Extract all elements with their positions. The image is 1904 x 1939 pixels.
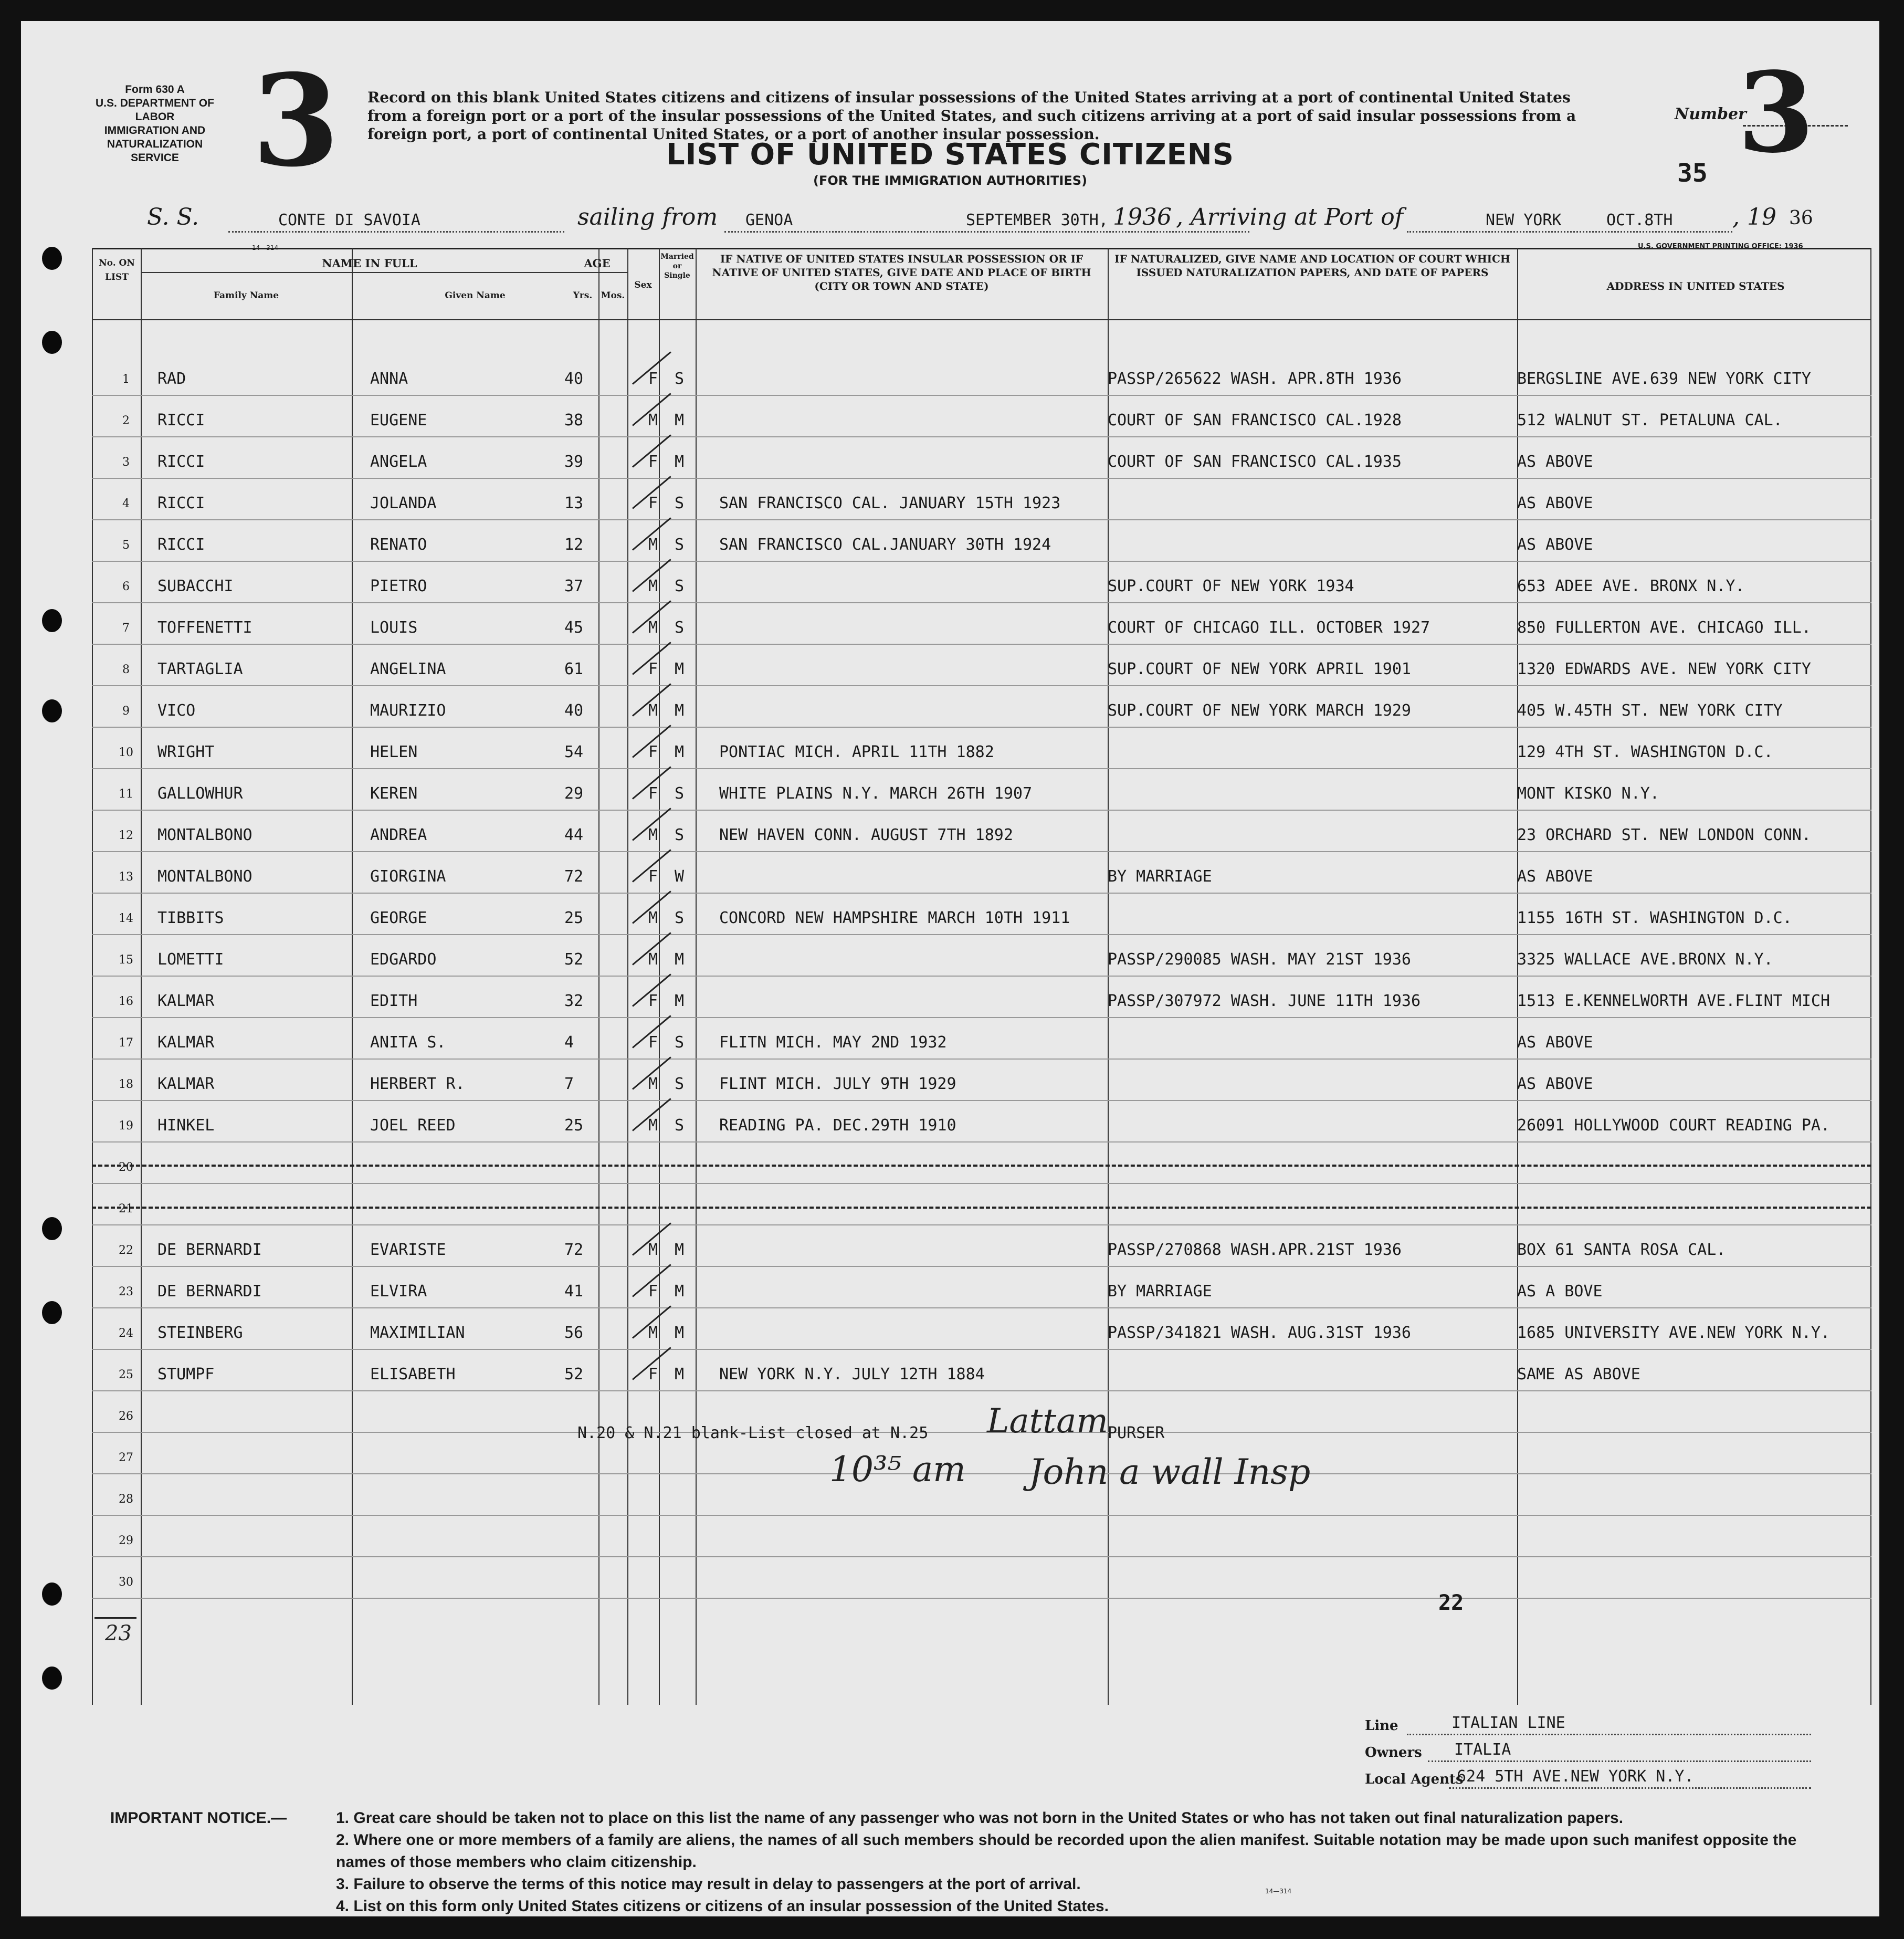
cell-age: 38 — [564, 411, 584, 429]
cell-family-name: RICCI — [157, 536, 205, 554]
cell-family-name: RAD — [157, 370, 186, 388]
row-rule — [92, 1224, 1871, 1225]
cell-given-name: JOLANDA — [370, 494, 437, 512]
cell-address: 26091 HOLLYWOOD COURT READING PA. — [1517, 1116, 1831, 1135]
cell-family-name: RICCI — [157, 453, 205, 471]
cell-naturalized: COURT OF CHICAGO ILL. OCTOBER 1927 — [1108, 619, 1430, 637]
col-header-mos: Mos. — [601, 290, 625, 301]
purser-signature: Lattam — [987, 1402, 1108, 1441]
cell-given-name: LOUIS — [370, 619, 418, 637]
punch-hole — [42, 1582, 62, 1606]
row-rule — [92, 1141, 1871, 1143]
cell-marital: M — [675, 453, 685, 471]
cell-marital: S — [675, 370, 685, 388]
cell-age: 37 — [564, 577, 584, 595]
cell-naturalized: SUP.COURT OF NEW YORK MARCH 1929 — [1108, 701, 1411, 720]
total-written: 23 — [105, 1621, 132, 1645]
cell-birth: NEW YORK N.Y. JULY 12TH 1884 — [719, 1365, 985, 1383]
row-number: 16 — [119, 995, 133, 1008]
row-rule — [92, 1556, 1871, 1557]
cell-family-name: RICCI — [157, 494, 205, 512]
cell-family-name: STUMPF — [157, 1365, 215, 1383]
row-rule — [92, 1515, 1871, 1516]
cell-family-name: DE BERNARDI — [157, 1282, 262, 1301]
cell-sex: M — [648, 1075, 658, 1093]
cell-given-name: ANGELINA — [370, 660, 446, 678]
cell-naturalized: PASSP/270868 WASH.APR.21ST 1936 — [1108, 1241, 1402, 1259]
cell-family-name: KALMAR — [157, 1033, 215, 1052]
cell-birth: NEW HAVEN CONN. AUGUST 7TH 1892 — [719, 826, 1013, 844]
row-rule — [92, 1598, 1871, 1599]
cell-marital: M — [675, 1282, 685, 1301]
cell-family-name: TIBBITS — [157, 909, 224, 927]
sheet-number-right: 3 — [1738, 48, 1815, 177]
cell-address: 1155 16TH ST. WASHINGTON D.C. — [1517, 909, 1792, 927]
cell-birth: FLITN MICH. MAY 2ND 1932 — [719, 1033, 947, 1052]
cell-sex: F — [648, 867, 658, 886]
gpo-note: U.S. GOVERNMENT PRINTING OFFICE: 1936 — [1638, 243, 1803, 250]
cell-age: 52 — [564, 1365, 584, 1383]
cell-naturalized: BY MARRIAGE — [1108, 1282, 1212, 1301]
cell-given-name: MAURIZIO — [370, 701, 446, 720]
row-rule — [92, 436, 1871, 437]
cell-address: BOX 61 SANTA ROSA CAL. — [1517, 1241, 1726, 1259]
arrival-dotline — [1407, 231, 1732, 233]
cell-age: 39 — [564, 453, 584, 471]
row-rule — [92, 561, 1871, 562]
cell-address: 3325 WALLACE AVE.BRONX N.Y. — [1517, 950, 1773, 969]
cell-given-name: EUGENE — [370, 411, 427, 429]
cell-sex: M — [648, 909, 658, 927]
row-number: 30 — [119, 1576, 133, 1589]
page-subtitle: (FOR THE IMMIGRATION AUTHORITIES) — [813, 173, 1087, 188]
col-header-family: Family Name — [213, 290, 279, 301]
from-port: GENOA — [745, 211, 793, 229]
cell-family-name: DE BERNARDI — [157, 1241, 262, 1259]
cell-naturalized: SUP.COURT OF NEW YORK 1934 — [1108, 577, 1354, 595]
form-line: IMMIGRATION AND — [104, 124, 206, 137]
punch-hole — [42, 1667, 62, 1690]
cell-birth: READING PA. DEC.29TH 1910 — [719, 1116, 956, 1135]
row-rule — [92, 519, 1871, 520]
sheet-number-left: 3 — [252, 47, 340, 195]
cell-age: 72 — [564, 867, 584, 886]
arrival-port: NEW YORK — [1486, 211, 1562, 229]
cell-sex: F — [648, 1033, 658, 1052]
ss-label: S. S. — [147, 204, 199, 230]
cell-age: 12 — [564, 536, 584, 554]
punch-hole — [42, 331, 62, 354]
row-number: 3 — [122, 456, 130, 469]
cell-birth: FLINT MICH. JULY 9TH 1929 — [719, 1075, 956, 1093]
col-header-yrs: Yrs. — [573, 290, 593, 301]
cell-marital: S — [675, 494, 685, 512]
row-number: 6 — [122, 580, 130, 593]
form-line: U.S. DEPARTMENT OF LABOR — [96, 97, 214, 123]
cell-given-name: GEORGE — [370, 909, 427, 927]
cell-age: 61 — [564, 660, 584, 678]
cell-address: AS ABOVE — [1517, 1075, 1593, 1093]
cell-sex: F — [648, 784, 658, 803]
cell-age: 54 — [564, 743, 584, 761]
cell-family-name: KALMAR — [157, 992, 215, 1010]
cell-sex: M — [648, 950, 658, 969]
cell-address: 512 WALNUT ST. PETALUNA CAL. — [1517, 411, 1783, 429]
cell-age: 44 — [564, 826, 584, 844]
cell-age: 52 — [564, 950, 584, 969]
cell-birth: SAN FRANCISCO CAL. JANUARY 15TH 1923 — [719, 494, 1061, 512]
cell-marital: M — [675, 950, 685, 969]
closing-note: N.20 & N.21 blank-List closed at N.25 — [577, 1424, 929, 1442]
cell-family-name: TOFFENETTI — [157, 619, 253, 637]
col-header-naturalized: IF NATURALIZED, GIVE NAME AND LOCATION OF COURT WHICH ISSUED NATURALIZATION PAPERS, AND DATE OF PAPERS — [1114, 253, 1510, 279]
cell-address: AS ABOVE — [1517, 453, 1593, 471]
row-number: 28 — [119, 1493, 133, 1506]
cell-address: MONT KISKO N.Y. — [1517, 784, 1659, 803]
row-rule — [92, 851, 1871, 852]
row-number: 15 — [119, 953, 133, 967]
owners-dotline — [1428, 1760, 1811, 1762]
from-dotline — [724, 231, 1249, 233]
depart-year: 1936 — [1113, 204, 1172, 230]
cell-naturalized: SUP.COURT OF NEW YORK APRIL 1901 — [1108, 660, 1411, 678]
inspector-signature: John a wall Insp — [1029, 1452, 1311, 1492]
row-rule — [92, 1183, 1871, 1184]
number-label: Number — [1675, 105, 1747, 123]
cell-address: SAME AS ABOVE — [1517, 1365, 1640, 1383]
intro-text: Record on this blank United States citizens and citizens of insular possessions of the United States arriving at a port of continental United States from a foreign port or a port of the insular possessions of the United States, and such citizens arriving at a port of said insular possessions from a foreign port, a port of continental United States, or a port of another insular possession. — [367, 89, 1576, 143]
row-number: 29 — [119, 1534, 133, 1547]
cell-given-name: EDITH — [370, 992, 418, 1010]
cell-age: 25 — [564, 1116, 584, 1135]
cell-address: 129 4TH ST. WASHINGTON D.C. — [1517, 743, 1773, 761]
cell-naturalized: PASSP/341821 WASH. AUG.31ST 1936 — [1108, 1324, 1411, 1342]
form-code-bottom: 14—314 — [1265, 1888, 1292, 1895]
row-rule — [92, 478, 1871, 479]
row-number: 11 — [119, 788, 133, 801]
cell-naturalized: PASSP/265622 WASH. APR.8TH 1936 — [1108, 370, 1402, 388]
cell-sex: M — [648, 536, 658, 554]
page-stamp: 22 — [1438, 1591, 1464, 1615]
notice-item-4: 4. List on this form only United States citizens or citizens of an insular possession of the United States. — [336, 1898, 1109, 1915]
stamp-number: 35 — [1677, 159, 1708, 188]
cell-marital: M — [675, 660, 685, 678]
year-prefix: , 19 — [1732, 204, 1776, 230]
cell-sex: M — [648, 619, 658, 637]
row-number: 17 — [119, 1036, 133, 1050]
row-rule — [92, 934, 1871, 935]
row-number: 8 — [122, 663, 130, 676]
row-rule — [92, 810, 1871, 811]
blank-row-strike — [92, 1165, 1871, 1167]
cell-age: 7 — [564, 1075, 574, 1093]
form-line: NATURALIZATION SERVICE — [107, 138, 203, 164]
cell-sex: F — [648, 660, 658, 678]
cell-marital: S — [675, 909, 685, 927]
passenger-table — [92, 248, 1871, 1706]
cell-given-name: GIORGINA — [370, 867, 446, 886]
cell-marital: M — [675, 743, 685, 761]
cell-given-name: PIETRO — [370, 577, 427, 595]
cell-given-name: KEREN — [370, 784, 418, 803]
cell-address: AS ABOVE — [1517, 1033, 1593, 1052]
cell-family-name: GALLOWHUR — [157, 784, 243, 803]
cell-marital: S — [675, 1075, 685, 1093]
cell-address: AS ABOVE — [1517, 867, 1593, 886]
form-code-small: 14—314 — [252, 244, 279, 251]
cell-family-name: MONTALBONO — [157, 867, 253, 886]
cell-family-name: TARTAGLIA — [157, 660, 243, 678]
row-number: 18 — [119, 1078, 133, 1091]
cell-age: 41 — [564, 1282, 584, 1301]
cell-sex: M — [648, 701, 658, 720]
cell-marital: M — [675, 411, 685, 429]
cell-address: BERGSLINE AVE.639 NEW YORK CITY — [1517, 370, 1811, 388]
form-line: Form 630 A — [125, 83, 185, 96]
agents-value: 624 5TH AVE.NEW YORK N.Y. — [1457, 1767, 1694, 1786]
row-rule — [92, 727, 1871, 728]
cell-address: 405 W.45TH ST. NEW YORK CITY — [1517, 701, 1783, 720]
cell-sex: F — [648, 1365, 658, 1383]
agents-label: Local Agents — [1365, 1772, 1464, 1787]
important-notice — [110, 1807, 1843, 1917]
cell-sex: F — [648, 992, 658, 1010]
row-rule — [92, 768, 1871, 769]
notice-heading: IMPORTANT NOTICE.— — [110, 1809, 287, 1827]
purser-label: PURSER — [1108, 1424, 1165, 1442]
name-group-rule — [141, 272, 598, 273]
row-number: 9 — [122, 705, 130, 718]
cell-marital: S — [675, 826, 685, 844]
row-number: 27 — [119, 1451, 133, 1464]
row-number: 12 — [119, 829, 133, 842]
cell-sex: M — [648, 1116, 658, 1135]
punch-hole — [42, 247, 62, 270]
cell-age: 45 — [564, 619, 584, 637]
ship-name: CONTE DI SAVOIA — [278, 211, 420, 229]
row-rule — [92, 644, 1871, 645]
row-rule — [92, 1100, 1871, 1101]
cell-sex: F — [648, 453, 658, 471]
agents-dotline — [1449, 1787, 1811, 1789]
cell-age: 72 — [564, 1241, 584, 1259]
cell-marital: M — [675, 1324, 685, 1342]
cell-naturalized: COURT OF SAN FRANCISCO CAL.1935 — [1108, 453, 1402, 471]
row-number: 13 — [119, 871, 133, 884]
row-rule — [92, 1307, 1871, 1308]
cell-given-name: HERBERT R. — [370, 1075, 465, 1093]
arrival-date: OCT.8TH — [1606, 211, 1673, 229]
cell-given-name: ANITA S. — [370, 1033, 446, 1052]
row-number: 4 — [122, 497, 130, 510]
cell-given-name: ELISABETH — [370, 1365, 456, 1383]
cell-birth: PONTIAC MICH. APRIL 11TH 1882 — [719, 743, 994, 761]
row-rule — [92, 685, 1871, 686]
line-label: Line — [1365, 1718, 1398, 1734]
cell-family-name: MONTALBONO — [157, 826, 253, 844]
ship-dotline — [228, 231, 564, 233]
cell-sex: M — [648, 577, 658, 595]
cell-given-name: ANNA — [370, 370, 408, 388]
notice-item-1: 1. Great care should be taken not to place on this list the name of any passenger who was not born in the United States or who has not taken out final naturalization papers. — [336, 1809, 1624, 1827]
col-header-age: AGE — [584, 257, 611, 270]
cell-naturalized: PASSP/290085 WASH. MAY 21ST 1936 — [1108, 950, 1411, 969]
notice-item-3: 3. Failure to observe the terms of this notice may result in delay to passengers at the port of arrival. — [336, 1875, 1081, 1893]
cell-naturalized: PASSP/307972 WASH. JUNE 11TH 1936 — [1108, 992, 1421, 1010]
cell-family-name: LOMETTI — [157, 950, 224, 969]
row-number: 24 — [119, 1327, 133, 1340]
row-rule — [92, 893, 1871, 894]
manifest-sheet — [21, 21, 1879, 1916]
row-rule — [92, 395, 1871, 396]
cell-address: 1320 EDWARDS AVE. NEW YORK CITY — [1517, 660, 1811, 678]
row-number: 20 — [119, 1161, 133, 1174]
cell-address: 1513 E.KENNELWORTH AVE.FLINT MICH — [1517, 992, 1831, 1010]
cell-marital: W — [675, 867, 685, 886]
cell-birth: SAN FRANCISCO CAL.JANUARY 30TH 1924 — [719, 536, 1051, 554]
time-note: 10³⁵ am — [829, 1449, 966, 1490]
cell-address: 850 FULLERTON AVE. CHICAGO ILL. — [1517, 619, 1811, 637]
cell-address: 1685 UNIVERSITY AVE.NEW YORK N.Y. — [1517, 1324, 1831, 1342]
cell-age: 56 — [564, 1324, 584, 1342]
cell-age: 40 — [564, 701, 584, 720]
col-header-address: ADDRESS IN UNITED STATES — [1606, 280, 1785, 292]
cell-marital: M — [675, 701, 685, 720]
row-rule — [92, 1017, 1871, 1018]
cell-given-name: MAXIMILIAN — [370, 1324, 465, 1342]
col-header-marital: Married or Single — [660, 253, 694, 280]
cell-family-name: WRIGHT — [157, 743, 215, 761]
arriving-label: , Arriving at Port of — [1176, 204, 1403, 230]
owners-value: ITALIA — [1454, 1741, 1511, 1759]
sailing-label: sailing from — [577, 204, 718, 230]
cell-family-name: KALMAR — [157, 1075, 215, 1093]
cell-sex: F — [648, 494, 658, 512]
cell-marital: M — [675, 1365, 685, 1383]
cell-given-name: EDGARDO — [370, 950, 437, 969]
cell-family-name: RICCI — [157, 411, 205, 429]
cell-sex: M — [648, 1241, 658, 1259]
row-number: 22 — [119, 1244, 133, 1257]
cell-family-name: VICO — [157, 701, 196, 720]
col-header-given: Given Name — [445, 290, 506, 301]
page-title: LIST OF UNITED STATES CITIZENS — [666, 138, 1234, 172]
row-number: 1 — [122, 373, 130, 386]
cell-given-name: ELVIRA — [370, 1282, 427, 1301]
col-header-sex: Sex — [634, 280, 652, 290]
row-number: 26 — [119, 1410, 133, 1423]
row-rule — [92, 1349, 1871, 1350]
cell-marital: S — [675, 536, 685, 554]
notice-item-2: 2. Where one or more members of a family are aliens, the names of all such members should be recorded upon the alien manifest. Suitable notation may be made upon such manifest opposite the names of those members who claim citizenship. — [336, 1831, 1797, 1871]
col-header-birth: IF NATIVE OF UNITED STATES INSULAR POSSESSION OR IF NATIVE OF UNITED STATES, GIVE DATE AND PLACE OF BIRTH (CITY OR TOWN AND STATE) — [712, 253, 1091, 292]
punch-hole — [42, 1217, 62, 1240]
cell-age: 13 — [564, 494, 584, 512]
cell-marital: M — [675, 1241, 685, 1259]
cell-marital: S — [675, 1116, 685, 1135]
cell-sex: M — [648, 826, 658, 844]
row-number: 2 — [122, 414, 130, 427]
cell-address: AS ABOVE — [1517, 536, 1593, 554]
year-suffix: 36 — [1789, 207, 1813, 229]
line-dotline — [1407, 1734, 1811, 1735]
cell-address: 23 ORCHARD ST. NEW LONDON CONN. — [1517, 826, 1811, 844]
col-header-no: No. ON LIST — [99, 258, 135, 282]
cell-address: AS ABOVE — [1517, 494, 1593, 512]
line-value: ITALIAN LINE — [1451, 1714, 1565, 1732]
punch-hole — [42, 699, 62, 722]
row-number: 23 — [119, 1285, 133, 1298]
cell-given-name: ANGELA — [370, 453, 427, 471]
cell-address: 653 ADEE AVE. BRONX N.Y. — [1517, 577, 1745, 595]
cell-sex: M — [648, 411, 658, 429]
cell-marital: S — [675, 1033, 685, 1052]
row-rule — [92, 1432, 1871, 1433]
cell-marital: S — [675, 619, 685, 637]
cell-sex: F — [648, 370, 658, 388]
row-rule — [92, 1473, 1871, 1474]
row-rule — [92, 976, 1871, 977]
cell-given-name: RENATO — [370, 536, 427, 554]
cell-given-name: EVARISTE — [370, 1241, 446, 1259]
cell-age: 40 — [564, 370, 584, 388]
punch-hole — [42, 1301, 62, 1324]
row-rule — [92, 602, 1871, 603]
row-number: 21 — [119, 1202, 133, 1215]
cell-birth: CONCORD NEW HAMPSHIRE MARCH 10TH 1911 — [719, 909, 1070, 927]
depart-date: SEPTEMBER 30TH, — [966, 211, 1108, 229]
row-number: 25 — [119, 1368, 133, 1381]
cell-age: 25 — [564, 909, 584, 927]
cell-age: 29 — [564, 784, 584, 803]
cell-birth: WHITE PLAINS N.Y. MARCH 26TH 1907 — [719, 784, 1033, 803]
row-rule — [92, 1266, 1871, 1267]
cell-marital: S — [675, 577, 685, 595]
cell-naturalized: BY MARRIAGE — [1108, 867, 1212, 886]
punch-hole — [42, 609, 62, 632]
blank-row-strike — [92, 1207, 1871, 1209]
age-group-rule — [567, 272, 627, 273]
cell-naturalized: COURT OF SAN FRANCISCO CAL.1928 — [1108, 411, 1402, 429]
cell-family-name: STEINBERG — [157, 1324, 243, 1342]
cell-sex: M — [648, 1324, 658, 1342]
cell-given-name: JOEL REED — [370, 1116, 456, 1135]
row-rule — [92, 1390, 1871, 1391]
cell-given-name: ANDREA — [370, 826, 427, 844]
cell-sex: F — [648, 743, 658, 761]
cell-age: 32 — [564, 992, 584, 1010]
cell-sex: F — [648, 1282, 658, 1301]
cell-address: AS A BOVE — [1517, 1282, 1603, 1301]
owners-label: Owners — [1365, 1745, 1422, 1760]
row-rule — [92, 1058, 1871, 1060]
row-number: 7 — [122, 622, 130, 635]
row-number: 19 — [119, 1119, 133, 1133]
cell-marital: S — [675, 784, 685, 803]
cell-given-name: HELEN — [370, 743, 418, 761]
row-number: 5 — [122, 539, 130, 552]
cell-age: 4 — [564, 1033, 574, 1052]
cell-family-name: SUBACCHI — [157, 577, 234, 595]
row-number: 14 — [119, 912, 133, 925]
col-header-name: NAME IN FULL — [322, 257, 417, 270]
cell-marital: M — [675, 992, 685, 1010]
row-number: 10 — [119, 746, 133, 759]
header-bottom-rule — [92, 319, 1871, 320]
cell-family-name: HINKEL — [157, 1116, 215, 1135]
total-underline — [94, 1617, 136, 1619]
